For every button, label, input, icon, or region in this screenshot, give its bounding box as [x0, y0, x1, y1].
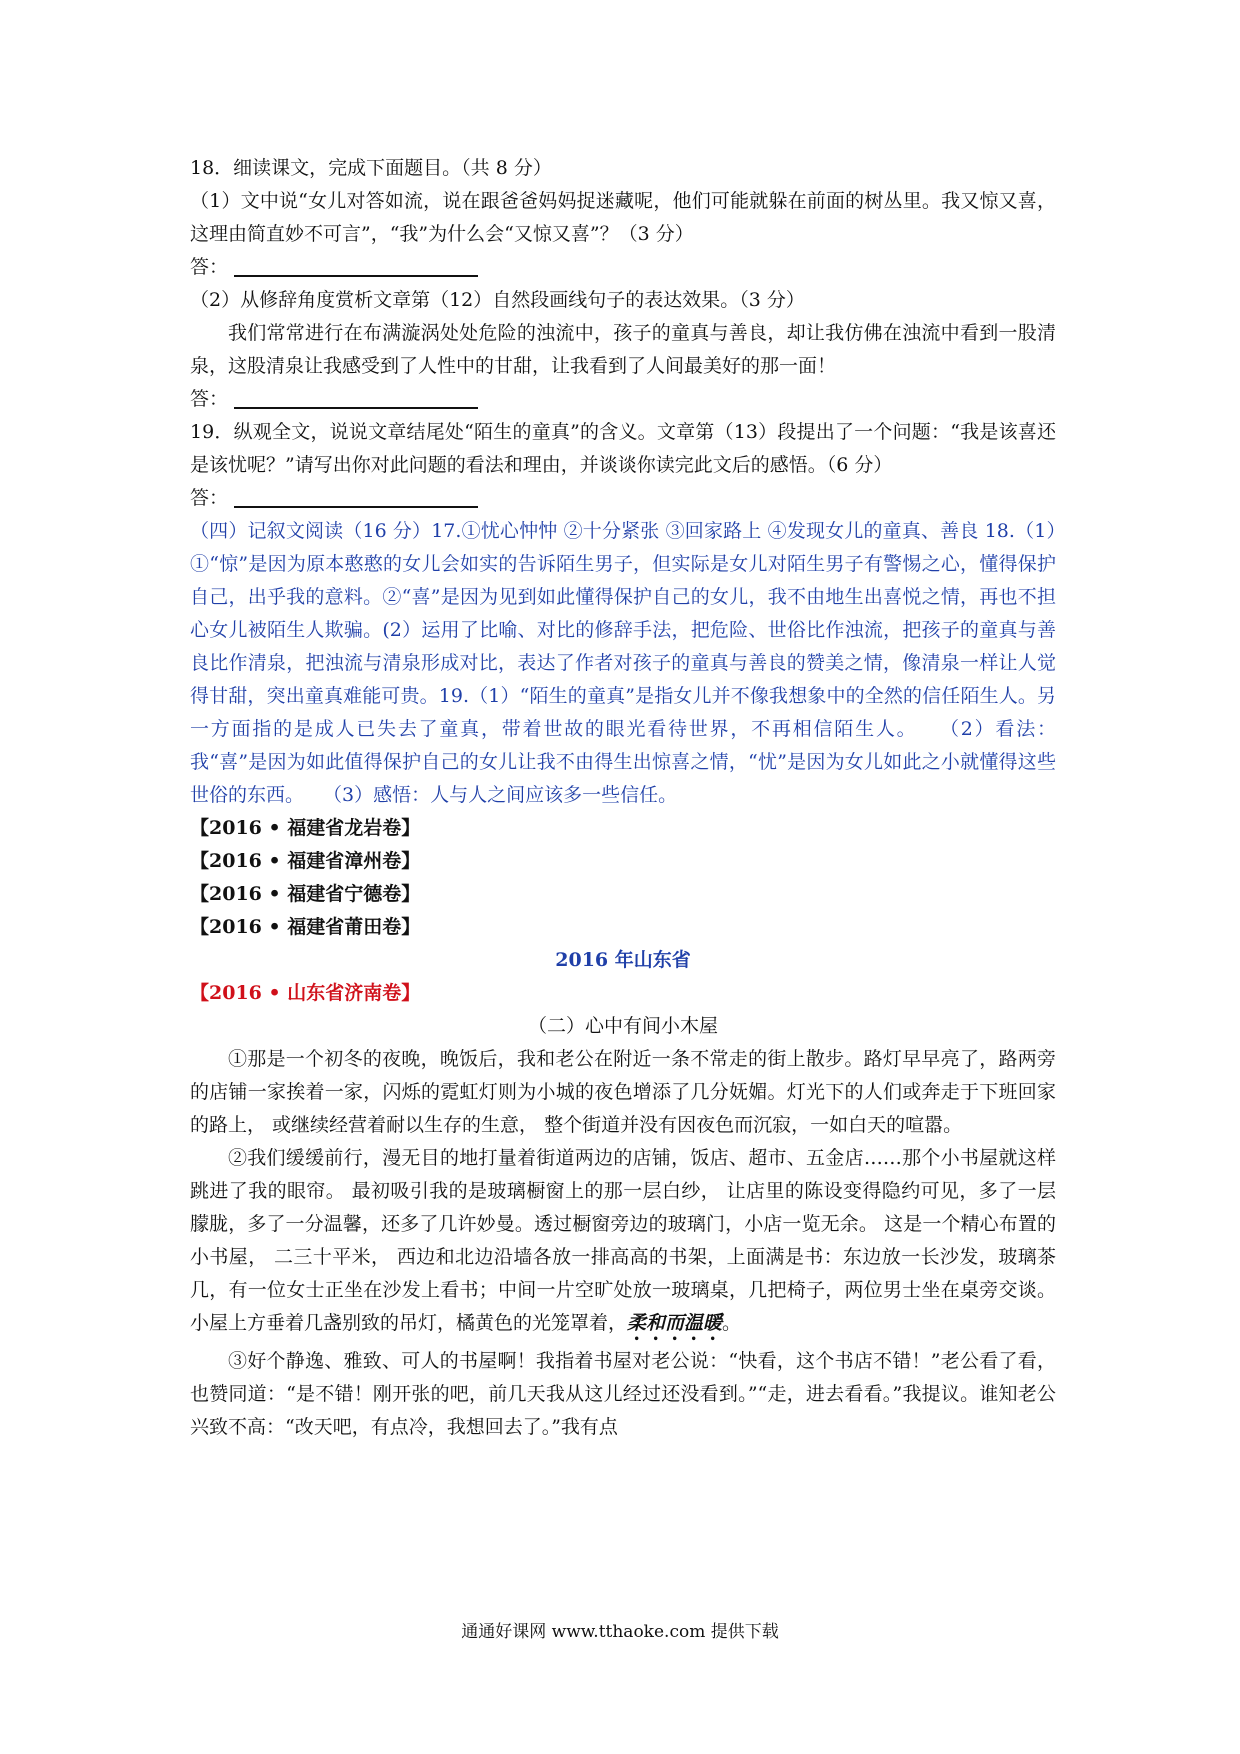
- answer-blank-18-1: [190, 251, 1056, 284]
- region-header-jinan: 【2016 • 山东省济南卷】: [190, 982, 421, 1004]
- page-content: [190, 152, 1056, 1444]
- answer-blank-18-2: [190, 383, 1056, 416]
- answer-line[interactable]: [234, 486, 478, 508]
- article-title: （二）心中有间小木屋: [527, 1015, 718, 1037]
- answer-blank-19: [190, 482, 1056, 515]
- page-footer: 通通好课网 www.tthaoke.com 提供下载: [461, 1622, 779, 1642]
- section-title-shandong: 2016 年山东省: [555, 949, 691, 971]
- answer-line[interactable]: [234, 255, 478, 277]
- region-header-longyan: 【2016 • 福建省龙岩卷】: [190, 817, 421, 839]
- region-header-putian: 【2016 • 福建省莆田卷】: [190, 916, 421, 938]
- question-18-part-2: （2）从修辞角度赏析文章第（12）自然段画线句子的表达效果。（3 分）: [190, 289, 805, 311]
- article-paragraph-3: ③好个静逸、雅致、可人的书屋啊！我指着书屋对老公说：“快看，这个书店不错！”老公看了看，也赞同道：“是不错！刚开张的吧，前几天我从这儿经过还没看到。”“走，进去看看。”我提议。谁知老公兴致不高：“改天吧，有点冷，我想回去了。”我有点: [190, 1350, 1056, 1438]
- paragraph-2-end: 。: [722, 1312, 742, 1334]
- article-paragraph-1: ①那是一个初冬的夜晚，晚饭后，我和老公在附近一条不常走的街上散步。路灯早早亮了，路两旁的店铺一家挨着一家，闪烁的霓虹灯则为小城的夜色增添了几分妩媚。灯光下的人们或奔走于下班回家的路上， 或继续经营着耐以生存的生意， 整个街道并没有因夜色而沉寂，一如白天的喧嚣。: [190, 1048, 1056, 1136]
- emphasized-phrase: 柔和而温暖: [627, 1312, 723, 1334]
- region-header-ningde: 【2016 • 福建省宁德卷】: [190, 883, 421, 905]
- quoted-sentence: 我们常常进行在布满漩涡处处危险的浊流中，孩子的童真与善良，却让我仿佛在浊流中看到一股清泉，这股清泉让我感受到了人性中的甘甜，让我看到了人间最美好的那一面！: [190, 322, 1056, 377]
- answer-label: 答：: [190, 487, 229, 509]
- question-18-title: 18．细读课文，完成下面题目。（共 8 分）: [190, 157, 552, 179]
- paragraph-2-text: ②我们缓缓前行，漫无目的地打量着街道两边的店铺，饭店、超市、五金店……那个小书屋就这样跳进了我的眼帘。 最初吸引我的是玻璃橱窗上的那一层白纱， 让店里的陈设变得隐约可见，多了一层朦胧，多了一分温馨，还多了几许妙曼。透过橱窗旁边的玻璃门，小店一览无余。 这是一个精心布置的小书屋， 二三十平米， 西边和北边沿墙各放一排高高的书架，上面满是书：东边放一长沙发，玻璃茶几，有一位女士正坐在沙发上看书；中间一片空旷处放一玻璃桌，几把椅子，两位男士坐在桌旁交谈。小屋上方垂着几盏别致的吊灯，橘黄色的光笼罩着，: [190, 1147, 1056, 1334]
- answer-line[interactable]: [234, 387, 478, 409]
- answer-key: （四）记叙文阅读（16 分）17.①忧心忡忡 ②十分紧张 ③回家路上 ④发现女儿的童真、善良 18.（1）①“惊”是因为原本憨憨的女儿会如实的告诉陌生男子，但实际是女儿对陌生男子有警惕之心，懂得保护自己，出乎我的意料。②“喜”是因为见到如此懂得保护自己的女儿，我不由地生出喜悦之情，再也不担心女儿被陌生人欺骗。(2）运用了比喻、对比的修辞手法，把危险、世俗比作浊流，把孩子的童真与善良比作清泉，把浊流与清泉形成对比，表达了作者对孩子的童真与善良的赞美之情，像清泉一样让人觉得甘甜，突出童真难能可贵。19.（1）“陌生的童真”是指女儿并不像我想象中的全然的信任陌生人。另一方面指的是成人已失去了童真，带着世故的眼光看待世界，不再相信陌生人。 （2）看法：我“喜”是因为如此值得保护自己的女儿让我不由得生出惊喜之情，“忧”是因为女儿如此之小就懂得这些世俗的东西。 （3）感悟：人与人之间应该多一些信任。: [190, 520, 1056, 806]
- question-18-part-1: （1）文中说“女儿对答如流，说在跟爸爸妈妈捉迷藏呢，他们可能就躲在前面的树丛里。我又惊又喜，这理由简直妙不可言”，“我”为什么会“又惊又喜”？（3 分）: [190, 190, 1056, 245]
- answer-label: 答：: [190, 256, 229, 278]
- region-header-zhangzhou: 【2016 • 福建省漳州卷】: [190, 850, 421, 872]
- question-19: 19．纵观全文，说说文章结尾处“陌生的童真”的含义。文章第（13）段提出了一个问题：“我是该喜还是该忧呢？”请写出你对此问题的看法和理由，并谈谈你读完此文后的感悟。（6 分）: [190, 421, 1056, 476]
- article-paragraph-2: [190, 1142, 1056, 1345]
- answer-label: 答：: [190, 388, 229, 410]
